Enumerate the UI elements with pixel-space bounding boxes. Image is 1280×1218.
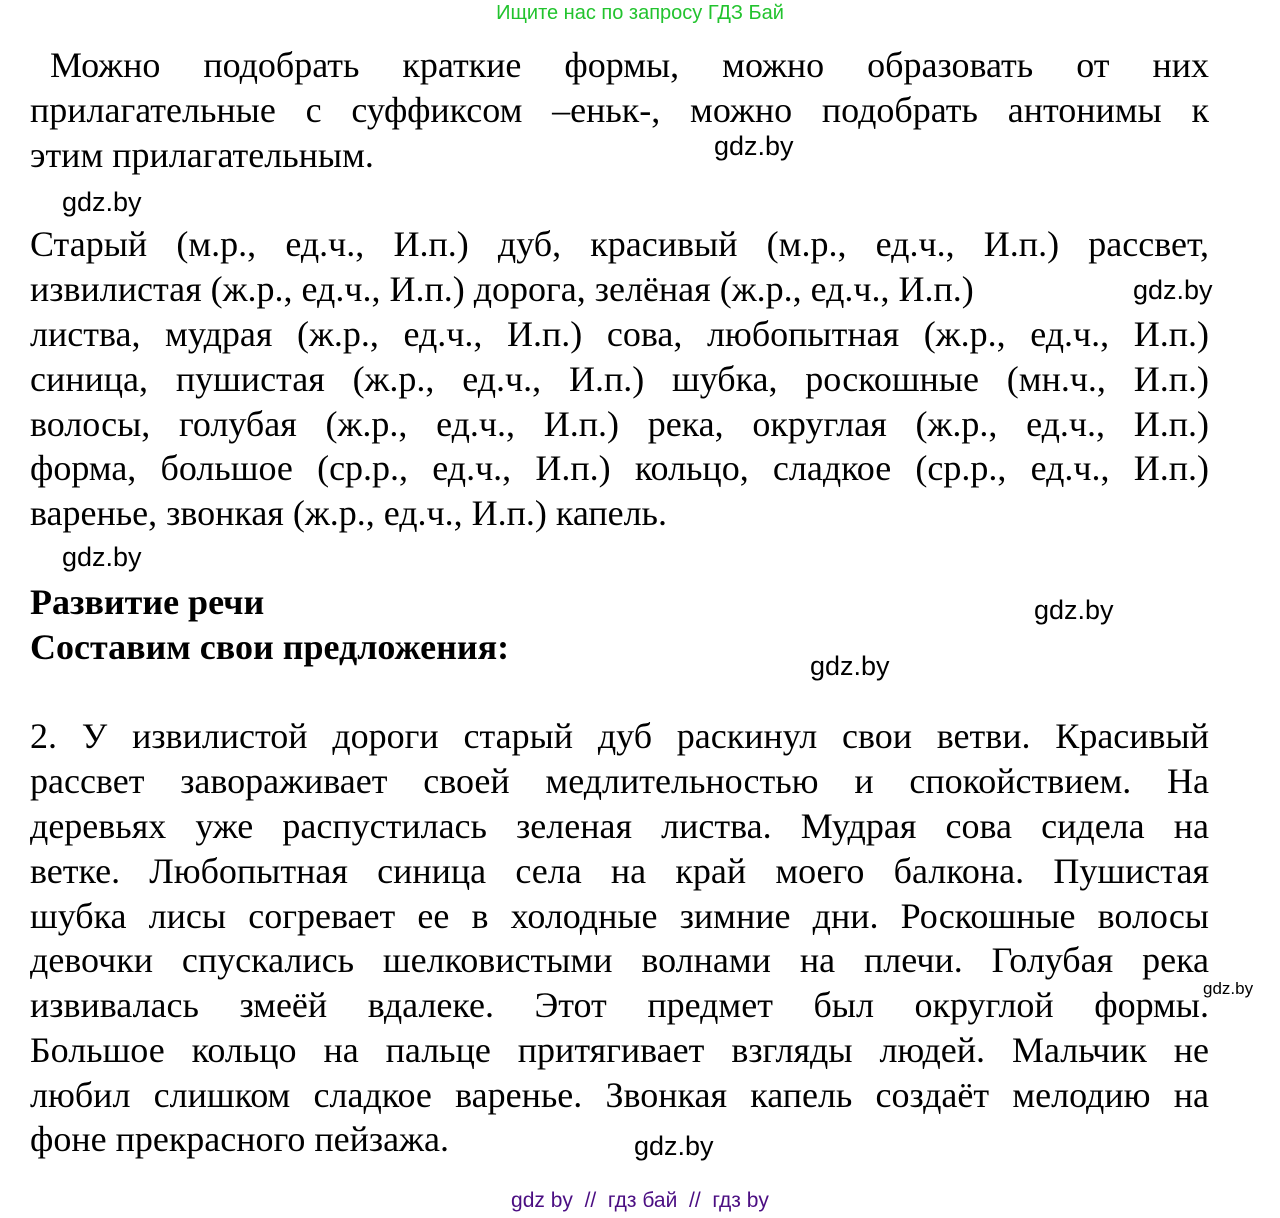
section-heading: Развитие речи (30, 582, 265, 622)
task-heading: Составим свои предложения: (30, 627, 510, 667)
intro-line: этим прилагательным. (30, 135, 374, 175)
watermark: gdz.by (1133, 275, 1213, 305)
sentence-line: извивалась змеёй вдалеке. Этот предмет был округлой формы. (30, 985, 1209, 1025)
sentence-line: 2. У извилистой дороги старый дуб раскинул свои ветви. Красивый (30, 716, 1209, 756)
footer-links[interactable]: gdz by // гдз бай // гдз by (511, 1189, 769, 1212)
analysis-line: листва, мудрая (ж.р., ед.ч., И.п.) сова, любопытная (ж.р., ед.ч., И.п.) (30, 314, 1209, 354)
analysis-line: волосы, голубая (ж.р., ед.ч., И.п.) река, округлая (ж.р., ед.ч., И.п.) (30, 404, 1209, 444)
watermark: gdz.by (810, 651, 890, 681)
sentence-line: рассвет завораживает своей медлительностью и спокойствием. На (30, 761, 1209, 801)
sentence-line: ветке. Любопытная синица села на край моего балкона. Пушистая (30, 851, 1209, 891)
analysis-line: Старый (м.р., ед.ч., И.п.) дуб, красивый (м.р., ед.ч., И.п.) рассвет, (30, 224, 1209, 264)
sentence-line: девочки спускались шелковистыми волнами на плечи. Голубая река (30, 940, 1209, 980)
search-hint-link[interactable]: Ищите нас по запросу ГДЗ Бай (496, 2, 784, 24)
sentence-line: деревьях уже распустилась зеленая листва. Мудрая сова сидела на (30, 806, 1209, 846)
watermark: gdz.by (1034, 595, 1114, 625)
watermark: gdz.by (62, 542, 142, 572)
analysis-line: форма, большое (ср.р., ед.ч., И.п.) кольцо, сладкое (ср.р., ед.ч., И.п.) (30, 448, 1209, 488)
watermark: gdz.by (62, 187, 142, 217)
intro-line: Можно подобрать краткие формы, можно образовать от них (50, 45, 1209, 85)
watermark: gdz.by (1203, 979, 1254, 998)
sentence-line: любил слишком сладкое варенье. Звонкая капель создаёт мелодию на (30, 1075, 1209, 1115)
watermark: gdz.by (634, 1131, 714, 1161)
sentence-line: шубка лисы согревает ее в холодные зимние дни. Роскошные волосы (30, 896, 1209, 936)
analysis-line: варенье, звонкая (ж.р., ед.ч., И.п.) капель. (30, 493, 667, 533)
sentence-line: Большое кольцо на пальце притягивает взгляды людей. Мальчик не (30, 1030, 1209, 1070)
intro-line: прилагательные с суффиксом –еньк-, можно подобрать антонимы к (30, 90, 1209, 130)
analysis-line: извилистая (ж.р., ед.ч., И.п.) дорога, зелёная (ж.р., ед.ч., И.п.) (30, 269, 974, 309)
sentence-line: фоне прекрасного пейзажа. (30, 1119, 449, 1159)
analysis-line: синица, пушистая (ж.р., ед.ч., И.п.) шубка, роскошные (мн.ч., И.п.) (30, 359, 1209, 399)
watermark: gdz.by (714, 131, 794, 161)
